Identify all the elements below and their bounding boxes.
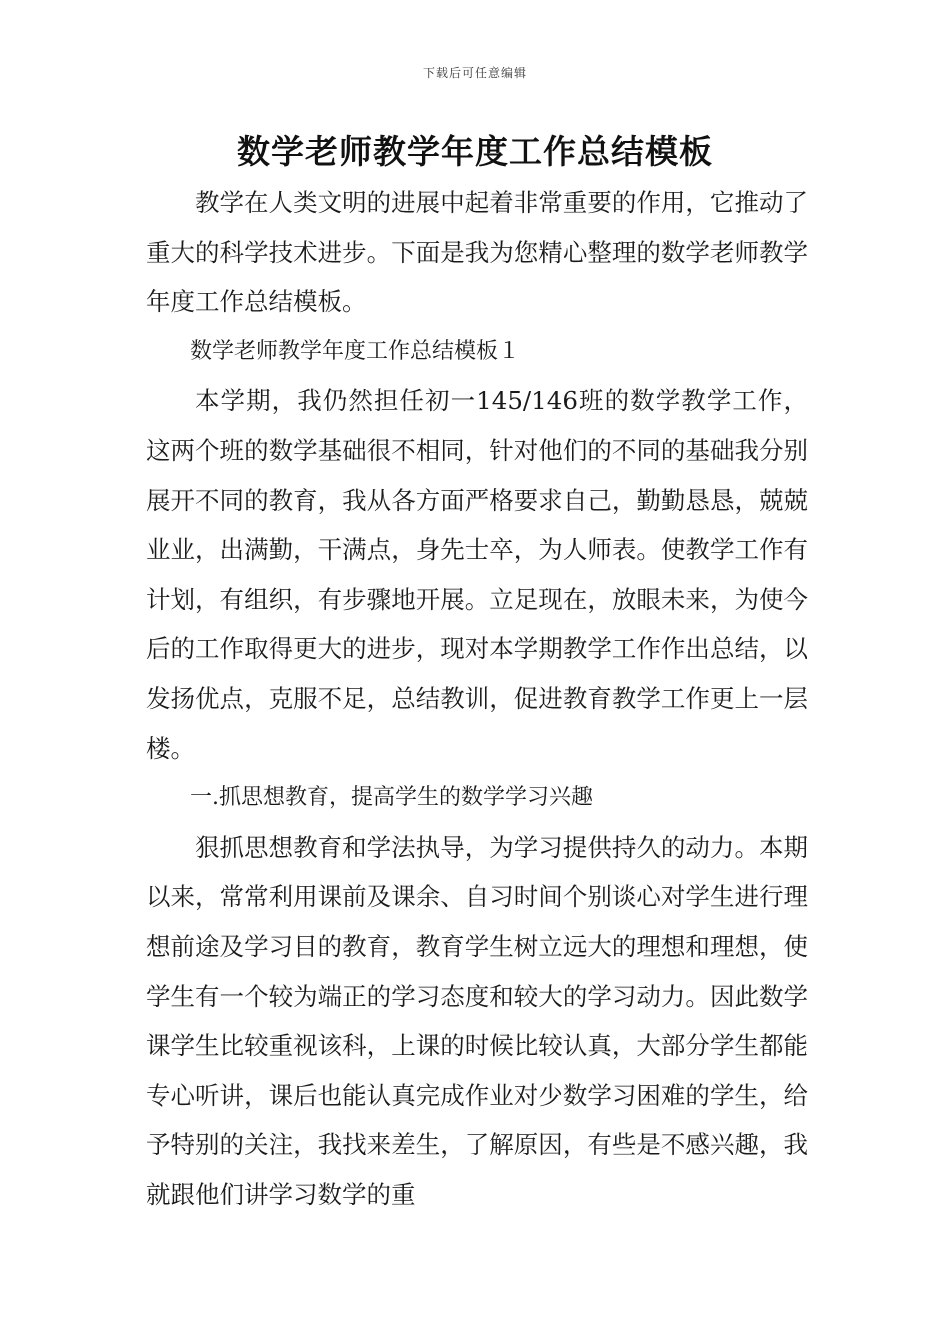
paragraph-1: 本学期，我仍然担任初一145/146班的数学教学工作，这两个班的数学基础很不相同，针对他们的不同的基础我分别展开不同的教育，我从各方面严格要求自己，勤勤恳恳，兢兢业业，出满勤，干满点，身先士卒，为人师表。使教学工作有计划，有组织，有步骤地开展。立足现在，放眼未来，为使今后的工作取得更大的进步，现对本学期教学工作作出总结，以发扬优点，克服不足，总结教训，促进教育教学工作更上一层楼。 <box>146 386 808 763</box>
header-note: 下载后可任意编辑 <box>422 66 527 80</box>
intro-paragraph: 教学在人类文明的进展中起着非常重要的作用，它推动了重大的科学技术进步。下面是我为您精心整理的数学老师教学年度工作总结模板。 <box>146 188 808 317</box>
document-body <box>146 178 808 1219</box>
subheading-1: 一.抓思想教育，提高学生的数学学习兴趣 <box>190 785 593 811</box>
paragraph-2: 狠抓思想教育和学法执导，为学习提供持久的动力。本期以来，常常利用课前及课余、自习时间个别谈心对学生进行理想前途及学习目的教育，教育学生树立远大的理想和理想，使学生有一个较为端正的学习态度和较大的学习动力。因此数学课学生比较重视该科，上课的时候比较认真，大部分学生都能专心听讲，课后也能认真完成作业对少数学习困难的学生，给予特别的关注，我找来差生，了解原因，有些是不感兴趣，我就跟他们讲学习数学的重 <box>146 832 808 1209</box>
document-title: 数学老师教学年度工作总结模板 <box>237 132 713 171</box>
section-heading: 数学老师教学年度工作总结模板１ <box>190 338 521 364</box>
